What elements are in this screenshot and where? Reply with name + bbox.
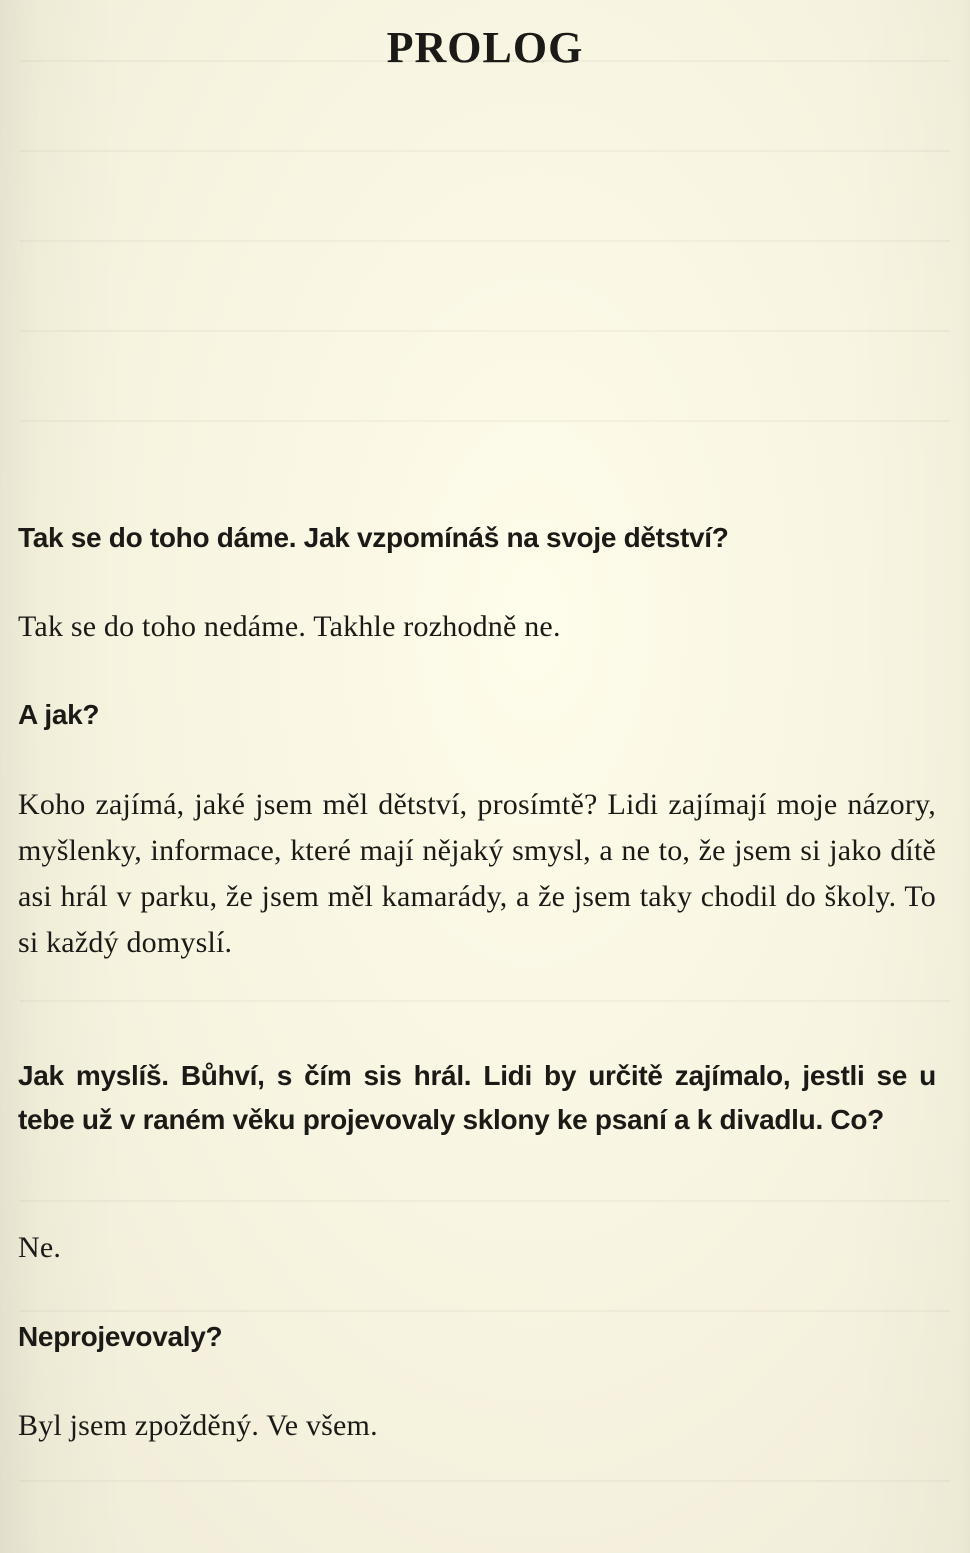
show-through-line (20, 1480, 950, 1482)
question: Tak se do toho dáme. Jak vzpomínáš na svoje dětství? (18, 522, 729, 553)
question: Jak myslíš. Bůhví, s čím sis hrál. Lidi by určitě zajímalo, jestli se u tebe už v raném věku projevovaly sklony ke psaní a k divadlu. Co? (18, 1060, 936, 1135)
answer: Ne. (18, 1231, 62, 1264)
show-through-line (20, 1310, 950, 1312)
answer: Koho zajímá, jaké jsem měl dětství, prosímtě? Lidi zajímají moje názory, myšlenky, informace, které mají nějaký smysl, a ne to, že jsem si jako dítě asi hrál v parku, že jsem měl kamarády, a že jsem taky chodil do školy. To si každý domyslí. (18, 788, 936, 959)
show-through-line (20, 150, 950, 152)
show-through-line (20, 330, 950, 332)
page-title: PROLOG (386, 23, 584, 72)
question: A jak? (18, 699, 100, 730)
question: Neprojevovaly? (18, 1321, 223, 1352)
answer: Byl jsem zpožděný. Ve všem. (18, 1409, 378, 1442)
show-through-line (20, 240, 950, 242)
answer: Tak se do toho nedáme. Takhle rozhodně ne. (18, 610, 561, 643)
show-through-line (20, 1000, 950, 1002)
show-through-line (20, 1200, 950, 1202)
show-through-line (20, 420, 950, 422)
